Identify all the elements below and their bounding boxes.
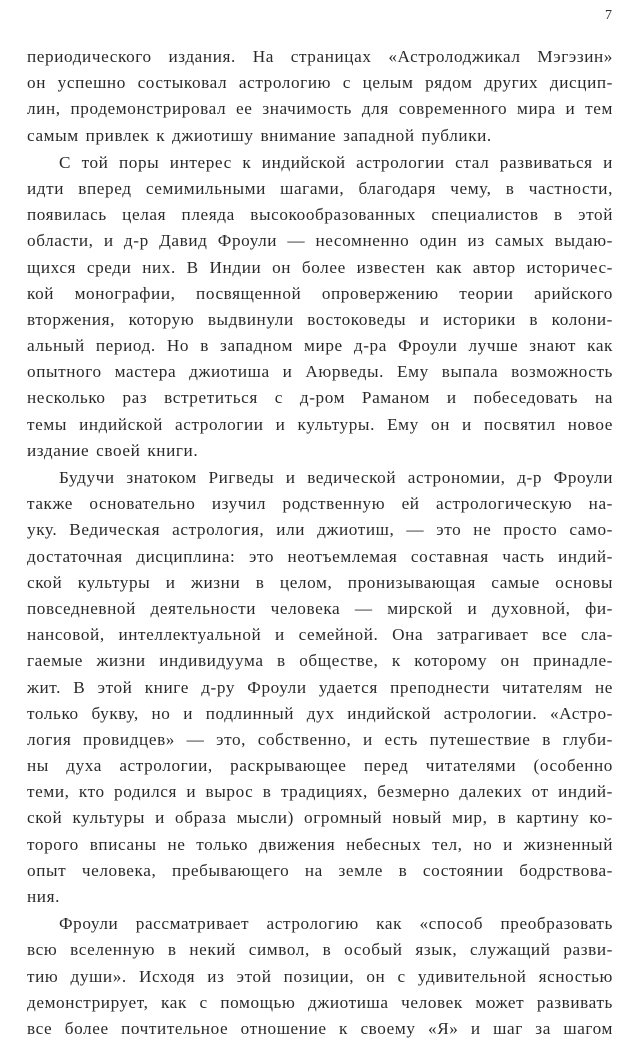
text-line: гаемые жизни индивидуума в обществе, к которому он принадле-	[27, 651, 613, 671]
text-line: ской культуры и образа мысли) огромный новый мир, в картину ко-	[27, 808, 613, 828]
body-text	[27, 44, 613, 1043]
text-line: ния.	[27, 887, 60, 906]
text-line: всю вселенную в некий символ, в особый язык, служащий разви-	[27, 940, 613, 960]
text-line: вторжения, которую выдвинули востоковеды и историки в колони-	[27, 309, 613, 329]
text-line: логия провидцев» — это, собственно, и есть путешествие в глуби-	[27, 729, 613, 749]
paragraph	[27, 44, 613, 149]
text-line: появилась целая плеяда высокообразованных специалистов в этой	[27, 205, 613, 225]
text-line: периодического издания. На страницах «Астролоджикал Мэгэзин»	[27, 47, 613, 66]
text-line: опыт человека, пребывающего на земле в состоянии бодрствова-	[27, 860, 613, 880]
text-line: лин, продемонстрировал ее значимость для современного мира и тем	[27, 99, 613, 119]
paragraph	[27, 911, 613, 1042]
text-line: он успешно состыковал астрологию с целым рядом других дисцип-	[27, 73, 613, 93]
paragraph	[27, 465, 613, 910]
paragraph	[27, 150, 613, 464]
text-line: нансовой, интеллектуальной и семейной. Она затрагивает все сла-	[27, 625, 613, 645]
text-line: кой монографии, посвященной опровержению теории арийского	[27, 283, 613, 303]
text-line: идти вперед семимильными шагами, благодаря чему, в частности,	[27, 178, 613, 198]
text-line: темы индийской астрологии и культуры. Ему он и посвятил новое	[27, 414, 613, 434]
text-line: жит. В этой книге д-ру Фроули удается преподнести читателям не	[27, 677, 613, 697]
text-line: демонстрирует, как с помощью джиотиша человек может развивать	[27, 992, 613, 1012]
text-line: тию души». Исходя из этой позиции, он с удивительной ясностью	[27, 966, 613, 986]
text-line: Фроули рассматривает астрологию как «способ преобразовать	[59, 914, 613, 934]
text-line: самым привлек к джиотишу внимание западной публики.	[27, 125, 492, 145]
text-line: издание своей книги.	[27, 440, 199, 460]
text-line: Будучи знатоком Ригведы и ведической астрономии, д-р Фроули	[59, 468, 613, 487]
text-line: достаточная дисциплина: это неотъемлемая составная часть индий-	[27, 546, 613, 566]
text-line: теми, кто родился и вырос в традициях, безмерно далеких от индий-	[27, 782, 613, 802]
text-line: щихся среди них. В Индии он более известен как автор историчес-	[27, 257, 613, 277]
text-line: ской культуры и жизни в целом, пронизывающая самые основы	[27, 572, 613, 592]
text-line: опытного мастера джиотиша и Аюрведы. Ему выпала возможность	[27, 362, 613, 382]
text-line: С той поры интерес к индийской астрологии стал развиваться и	[59, 152, 613, 172]
text-line: альный период. Но в западном мире д-ра Фроули лучше знают как	[27, 336, 613, 356]
text-line: также основательно изучил родственную ей астрологическую на-	[27, 494, 613, 514]
text-line: области, и д-р Давид Фроули — несомненно один из самых выдаю-	[27, 231, 613, 251]
text-line: уку. Ведическая астрология, или джиотиш, — это не просто само-	[27, 520, 613, 540]
text-line: ны духа астрологии, раскрывающее перед читателями (особенно	[27, 756, 613, 776]
text-line: несколько раз встретиться с д-ром Раманом и побеседовать на	[27, 388, 613, 408]
text-line: все более почтительное отношение к своему «Я» и шаг за шагом	[27, 1018, 613, 1038]
text-line: повседневной деятельности человека — мирской и духовной, фи-	[27, 598, 613, 618]
page-number: 7	[605, 8, 612, 23]
text-line: только букву, но и подлинный дух индийской астрологии. «Астро-	[27, 703, 613, 723]
text-line: торого вписаны не только движения небесных тел, но и жизненный	[27, 834, 613, 854]
